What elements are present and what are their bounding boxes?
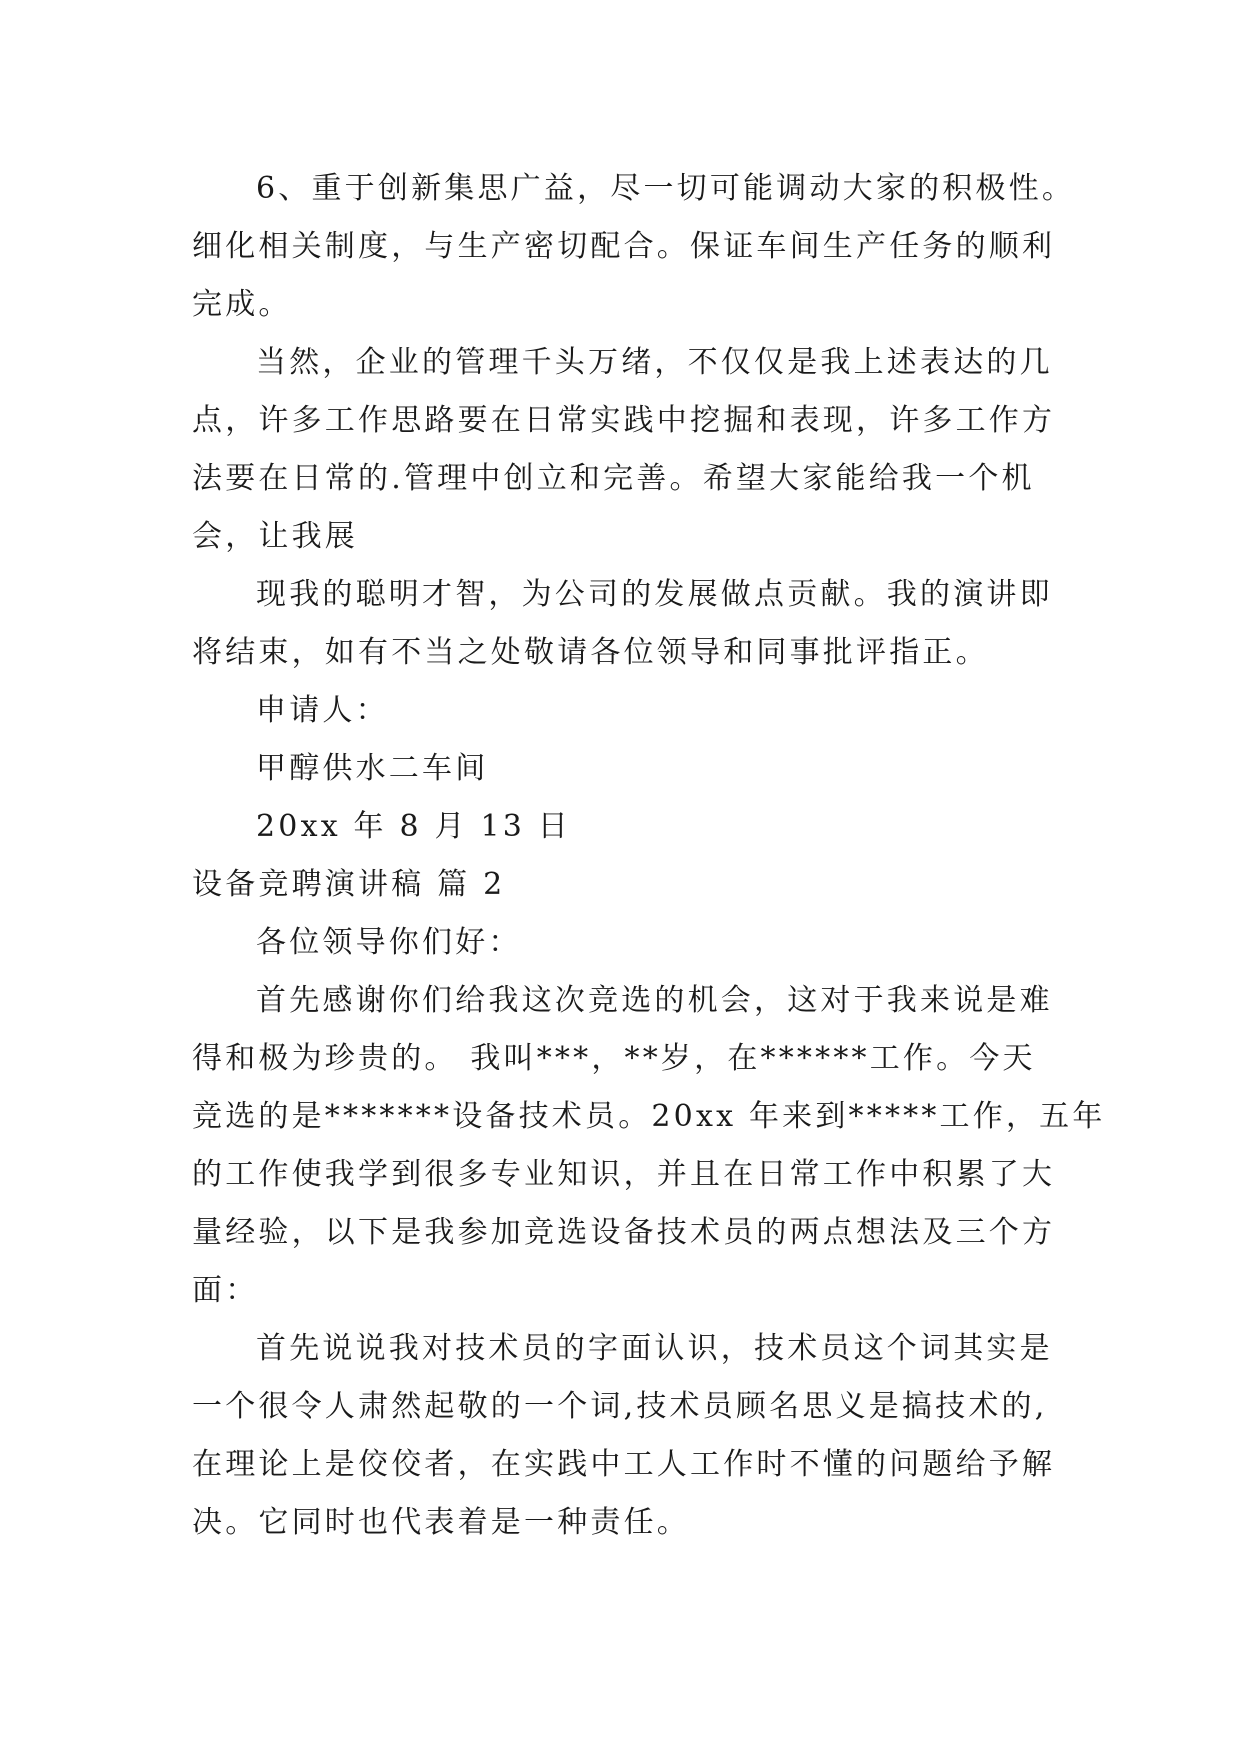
- applicant-label: [192, 682, 1072, 740]
- text-line: 得和极为珍贵的。 我叫***，**岁，在******工作。今天: [192, 1041, 1036, 1076]
- text-line: 现我的聪明才智，为公司的发展做点贡献。我的演讲即: [256, 577, 1053, 612]
- text-line: 当然，企业的管理千头万绪，不仅仅是我上述表达的几: [256, 345, 1053, 380]
- text-line: 首先感谢你们给我这次竞选的机会，这对于我来说是难: [256, 983, 1053, 1018]
- paragraph-closing: [192, 566, 1072, 682]
- text-line: 完成。: [192, 287, 292, 322]
- paragraph-technician: [192, 1320, 1072, 1552]
- applicant-department: [192, 740, 1072, 798]
- text-line: 6、重于创新集思广益，尽一切可能调动大家的积极性。: [256, 171, 1076, 206]
- text-line: 细化相关制度，与生产密切配合。保证车间生产任务的顺利: [192, 229, 1056, 264]
- text-line: 点，许多工作思路要在日常实践中挖掘和表现，许多工作方: [192, 403, 1056, 438]
- section-heading: [192, 856, 1072, 914]
- text-line: 法要在日常的.管理中创立和完善。希望大家能给我一个机: [192, 461, 1035, 496]
- text-line: 申请人：: [256, 693, 389, 728]
- greeting: [192, 914, 1072, 972]
- text-line: 各位领导你们好：: [256, 925, 522, 960]
- text-line: 决。它同时也代表着是一种责任。: [192, 1505, 690, 1540]
- text-line: 将结束，如有不当之处敬请各位领导和同事批评指正。: [192, 635, 989, 670]
- signature-date: [192, 798, 1072, 856]
- document-body: [192, 160, 1106, 1552]
- text-line: 首先说说我对技术员的字面认识，技术员这个词其实是: [256, 1331, 1053, 1366]
- paragraph-management: [192, 334, 1072, 566]
- text-line: 20xx 年 8 月 13 日: [256, 809, 571, 844]
- text-line: 量经验，以下是我参加竞选设备技术员的两点想法及三个方: [192, 1215, 1056, 1250]
- text-line: 设备竞聘演讲稿 篇 2: [192, 867, 506, 902]
- paragraph-intro: [192, 972, 1106, 1320]
- text-line: 甲醇供水二车间: [256, 751, 489, 786]
- text-line: 面：: [192, 1273, 259, 1308]
- text-line: 竞选的是*******设备技术员。20xx 年来到*****工作，五年: [192, 1099, 1106, 1134]
- text-line: 的工作使我学到很多专业知识，并且在日常工作中积累了大: [192, 1157, 1056, 1192]
- text-line: 一个很令人肃然起敬的一个词,技术员顾名思义是搞技术的,: [192, 1389, 1048, 1424]
- paragraph-item-6: [192, 160, 1076, 334]
- text-line: 在理论上是佼佼者，在实践中工人工作时不懂的问题给予解: [192, 1447, 1056, 1482]
- text-line: 会，让我展: [192, 519, 358, 554]
